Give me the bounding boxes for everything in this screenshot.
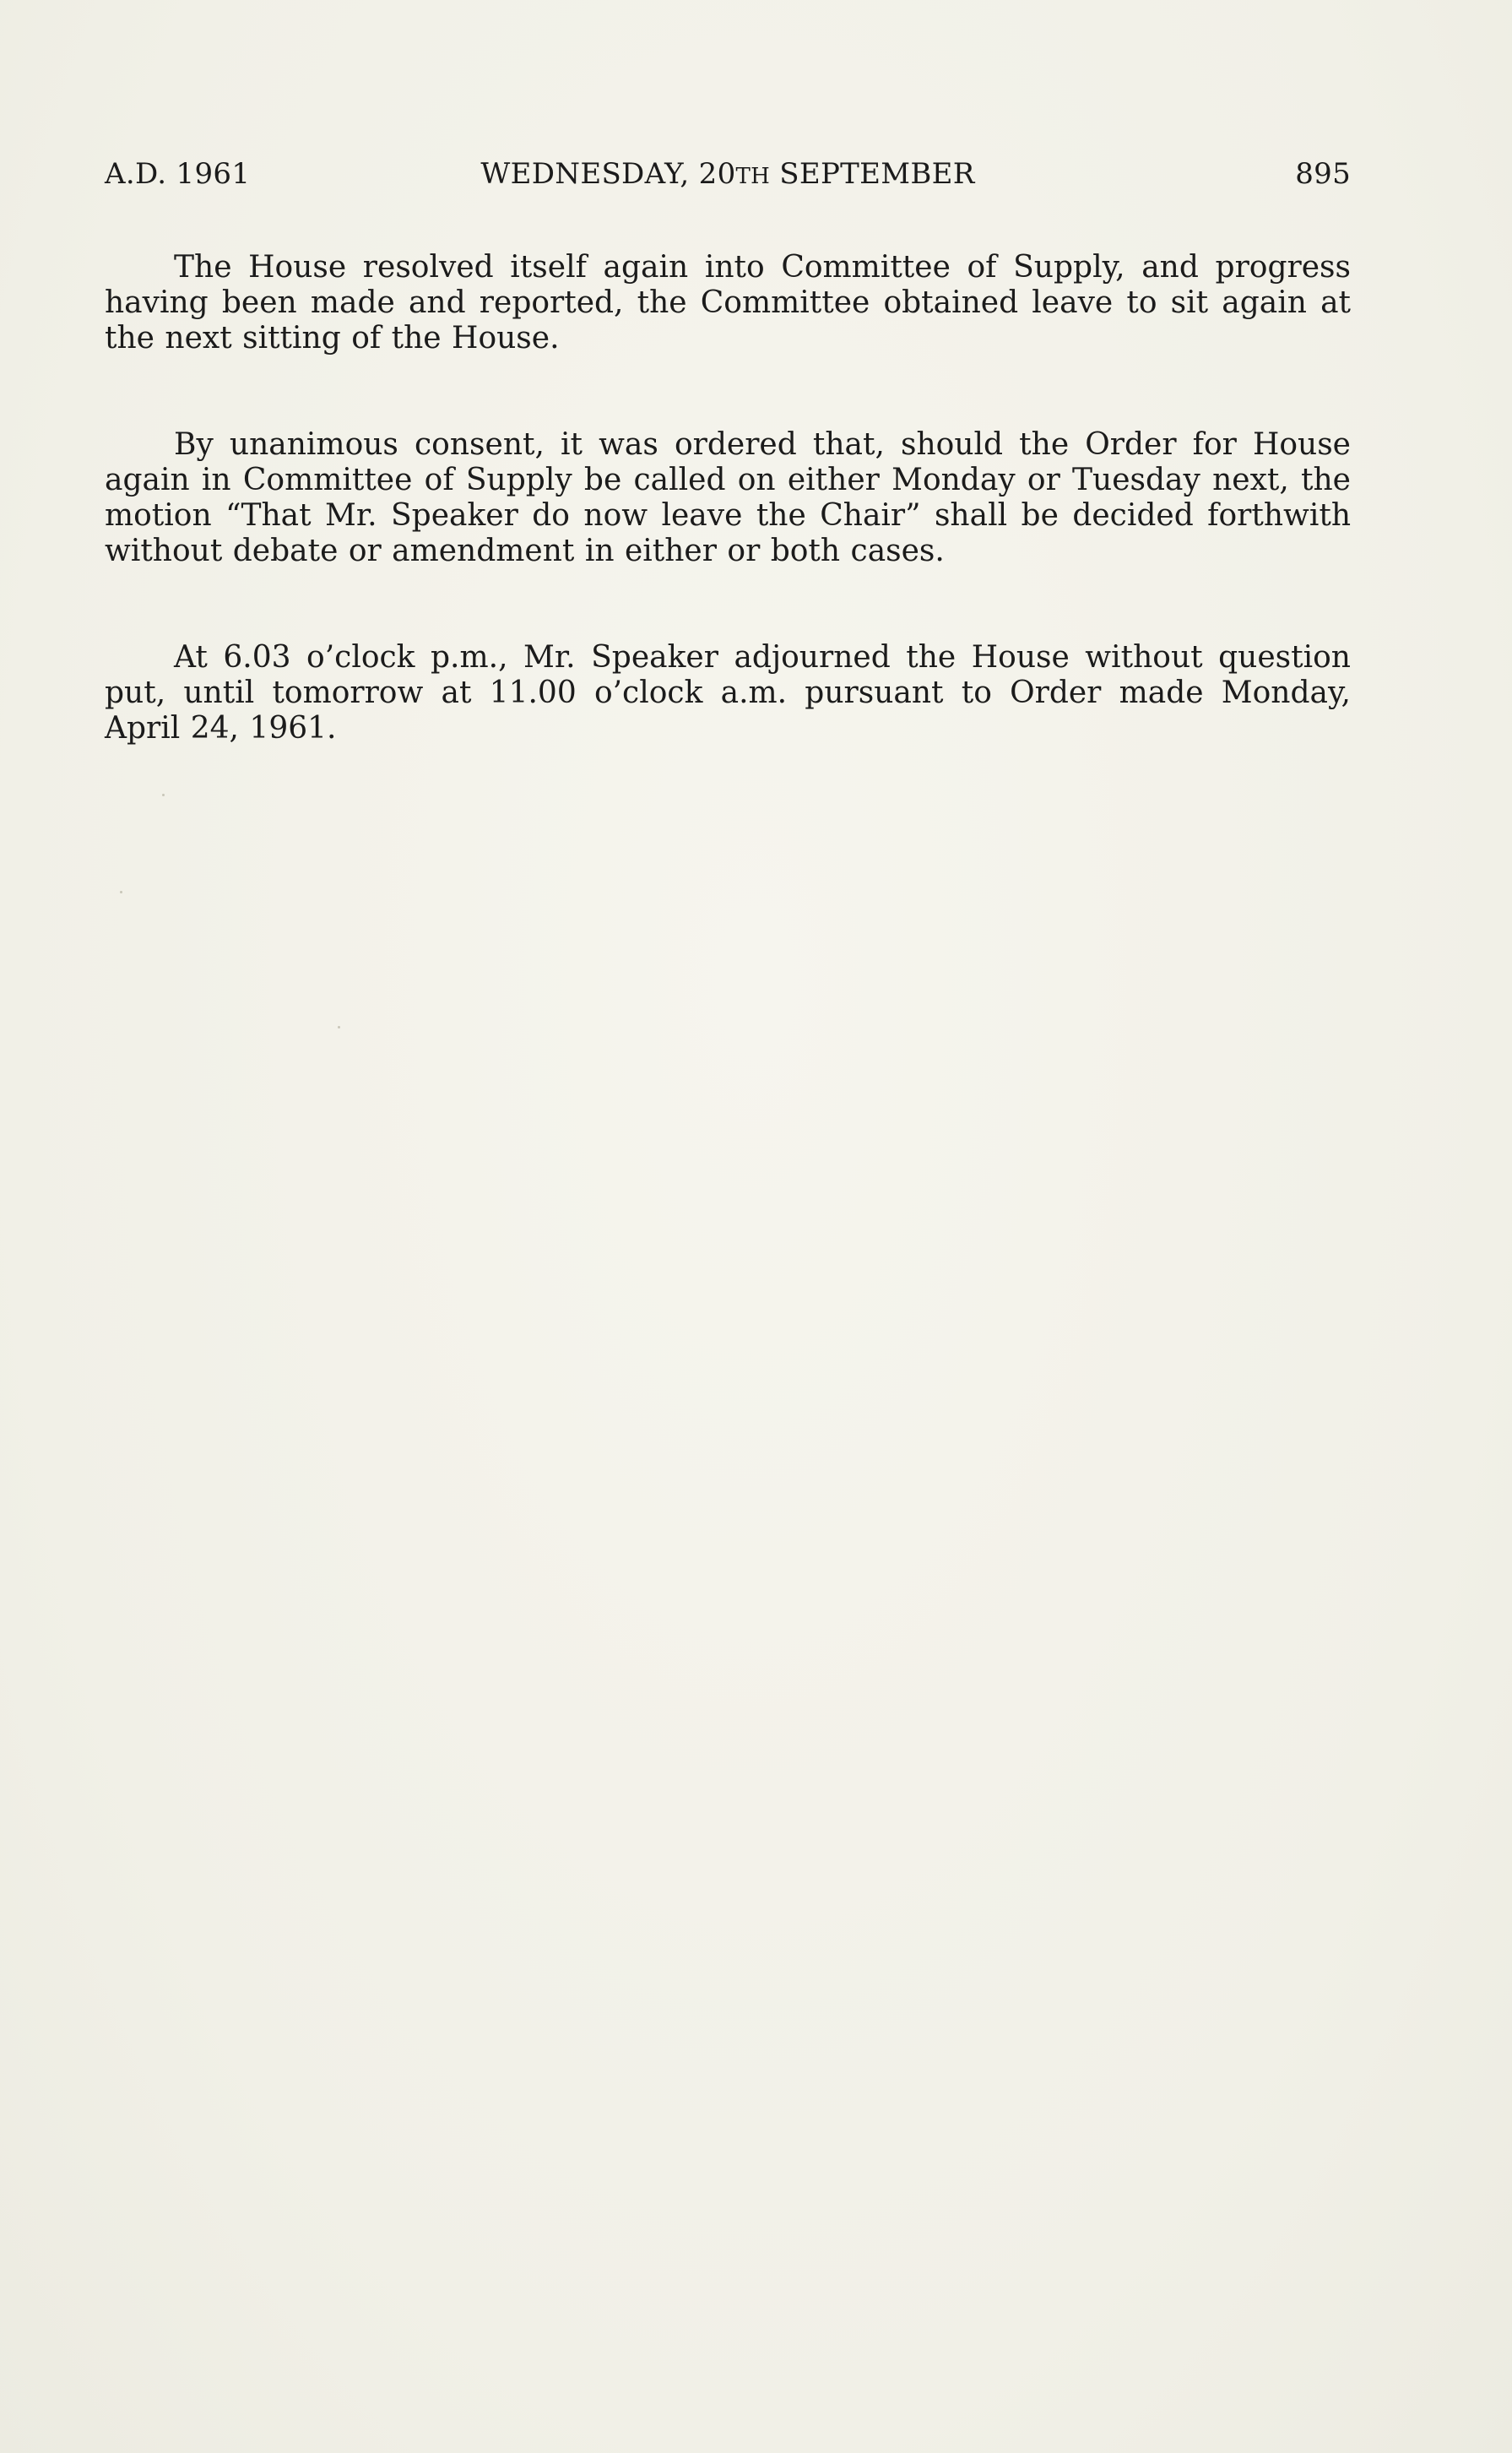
paper-speck (338, 1026, 340, 1028)
header-date-ordinal: TH (735, 164, 771, 189)
journal-entries (105, 250, 1351, 746)
header-date (105, 157, 1351, 191)
paragraph-unanimous-consent: By unanimous consent, it was ordered that, should the Order for House again in Committee of Supply be called on either Monday or Tuesday next, the motion “That Mr. Speaker do now leave the Chair” shall be decided forthwith without debate or amendment in either or both cases. (105, 427, 1351, 568)
paragraph-committee-of-supply: The House resolved itself again into Committee of Supply, and progress having been made and reported, the Committee obtained leave to sit again at the next sitting of the House. (105, 250, 1351, 355)
page-number: 895 (1295, 157, 1351, 191)
page-header (105, 157, 1351, 199)
paragraph-adjournment: At 6.03 o’clock p.m., Mr. Speaker adjourned the House without question put, until tomorrow at 11.00 o’clock a.m. pursuant to Order made Monday, April 24, 1961. (105, 640, 1351, 746)
header-date-start: WEDNESDAY, 20 (480, 157, 736, 191)
header-date-end: SEPTEMBER (770, 157, 975, 191)
paper-speck (162, 794, 165, 796)
paper-speck (120, 891, 122, 893)
header-year: A.D. 1961 (105, 157, 251, 191)
